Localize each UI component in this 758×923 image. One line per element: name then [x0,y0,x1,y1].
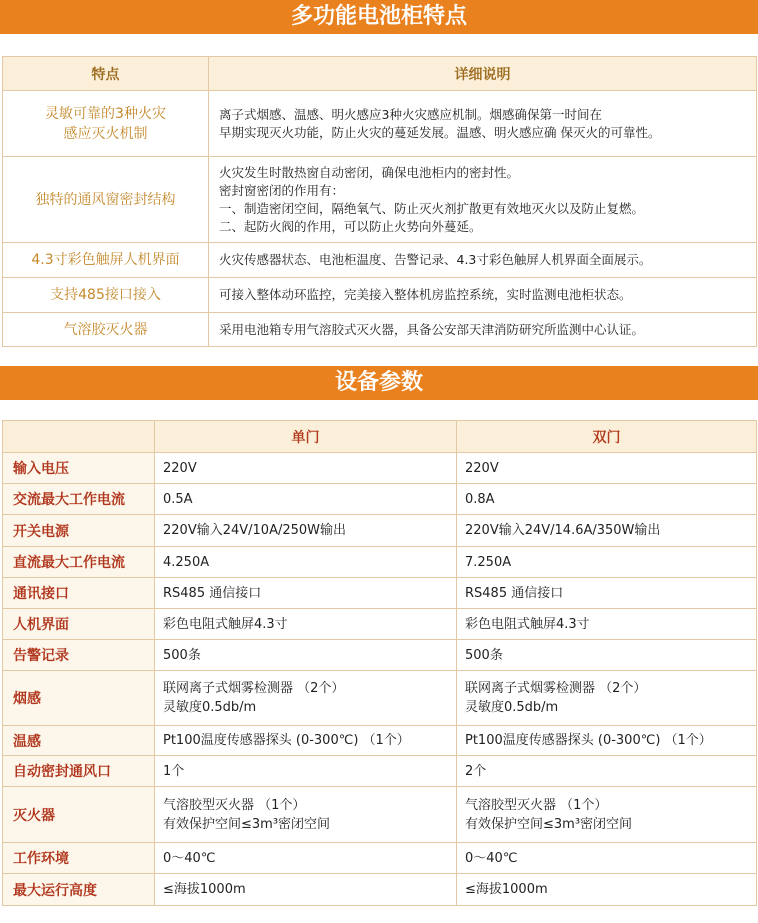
spec-label: 自动密封通风口 [3,756,155,787]
feature-row [3,313,757,347]
double-door-value: 220V输入24V/14.6A/350W输出 [457,515,757,547]
value-line: 灵敏度0.5db/m [465,700,559,715]
single-door-header: 单门 [155,421,457,453]
description-header: 详细说明 [209,57,757,91]
feature-name: 独特的通风窗密封结构 [3,157,209,243]
feature-row [3,278,757,313]
spec-row [3,726,757,756]
double-door-value: 彩色电阻式触屏4.3寸 [457,609,757,640]
feature-header: 特点 [3,57,209,91]
spec-row [3,453,757,484]
value-line: 联网离子式烟雾检测器 （2个） [163,681,345,696]
specs-header-row [3,421,757,453]
double-door-value: 220V [457,453,757,484]
value-line: 联网离子式烟雾检测器 （2个） [465,681,647,696]
single-door-value: Pt100温度传感器探头 (0-300℃) （1个） [155,726,457,756]
single-door-value: RS485 通信接口 [155,578,457,609]
single-door-value: ≤海拔1000m [155,874,457,906]
value-line: 气溶胶型灭火器 （1个） [163,797,306,813]
spec-label: 通讯接口 [3,578,155,609]
features-header-row [3,57,757,91]
spec-row [3,609,757,640]
double-door-value: ≤海拔1000m [457,874,757,906]
value-line: 有效保护空间≤3m³密闭空间 [465,816,633,832]
description-line: 一、制造密闭空间，隔绝氧气、防止灭火剂扩散更有效地灭火以及防止复燃。 [219,200,645,216]
single-door-value [155,671,457,726]
feature-description [209,91,757,157]
features-banner [0,0,758,34]
single-door-value: 500条 [155,640,457,671]
feature-name: 4.3寸彩色触屏人机界面 [3,243,209,278]
feature-row [3,243,757,278]
spec-label: 开关电源 [3,515,155,547]
spec-row [3,843,757,874]
double-door-value: Pt100温度传感器探头 (0-300℃) （1个） [457,726,757,756]
description-line: 密封窗密闭的作用有： [219,182,345,198]
single-door-value: 1个 [155,756,457,787]
spec-row [3,756,757,787]
spec-label: 温感 [3,726,155,756]
feature-row [3,91,757,157]
feature-name-line: 感应灭火机制 [63,125,148,142]
double-door-header: 双门 [457,421,757,453]
double-door-value [457,787,757,843]
double-door-value [457,671,757,726]
spec-row [3,671,757,726]
description-line: 二、起防火阀的作用，可以防止火势向外蔓延。 [219,218,482,234]
feature-description: 采用电池箱专用气溶胶式灭火器，具备公安部天津消防研究所监测中心认证。 [209,313,757,347]
spec-row [3,787,757,843]
double-door-value: 0～40℃ [457,843,757,874]
single-door-value: 220V [155,453,457,484]
spec-row [3,578,757,609]
spec-row [3,874,757,906]
feature-name: 支持485接口接入 [3,278,209,313]
feature-description [209,157,757,243]
features-title: 多功能电池柜特点 [290,4,467,29]
single-door-value: 0.5A [155,484,457,515]
double-door-value: 0.8A [457,484,757,515]
double-door-value: 500条 [457,640,757,671]
feature-name-line: 灵敏可靠的3种火灾 [45,105,166,122]
value-line: 有效保护空间≤3m³密闭空间 [163,816,331,832]
spec-label: 直流最大工作电流 [3,547,155,578]
single-door-value: 220V输入24V/10A/250W输出 [155,515,457,547]
double-door-value: 2个 [457,756,757,787]
spec-row [3,640,757,671]
spec-row [3,547,757,578]
spec-label: 交流最大工作电流 [3,484,155,515]
spec-label: 工作环境 [3,843,155,874]
spec-label: 灭火器 [3,787,155,843]
spec-label: 输入电压 [3,453,155,484]
value-line: 灵敏度0.5db/m [163,700,257,715]
spec-row [3,484,757,515]
feature-row [3,157,757,243]
description-line: 火灾发生时散热窗自动密闭，确保电池柜内的密封性。 [219,164,520,180]
description-line: 早期实现灭火功能，防止火灾的蔓延发展。温感、明火感应确 保灭火的可靠性。 [219,124,661,140]
specs-corner-cell [3,421,155,453]
specs-title: 设备参数 [334,370,423,395]
single-door-value [155,787,457,843]
description-line: 离子式烟感、温感、明火感应3种火灾感应机制。烟感确保第一时间在 [219,106,602,122]
double-door-value: RS485 通信接口 [457,578,757,609]
spec-label: 烟感 [3,671,155,726]
specs-banner [0,366,758,400]
double-door-value: 7.250A [457,547,757,578]
feature-name: 气溶胶灭火器 [3,313,209,347]
feature-name [3,91,209,157]
single-door-value: 0～40℃ [155,843,457,874]
spec-label: 最大运行高度 [3,874,155,906]
spec-label: 告警记录 [3,640,155,671]
spec-label: 人机界面 [3,609,155,640]
spec-row [3,515,757,547]
features-table [2,56,757,347]
value-line: 气溶胶型灭火器 （1个） [465,797,608,813]
single-door-value: 4.250A [155,547,457,578]
specs-table [2,420,757,906]
feature-description: 火灾传感器状态、电池柜温度、告警记录、4.3寸彩色触屏人机界面全面展示。 [209,243,757,278]
single-door-value: 彩色电阻式触屏4.3寸 [155,609,457,640]
feature-description: 可接入整体动环监控，完美接入整体机房监控系统，实时监测电池柜状态。 [209,278,757,313]
